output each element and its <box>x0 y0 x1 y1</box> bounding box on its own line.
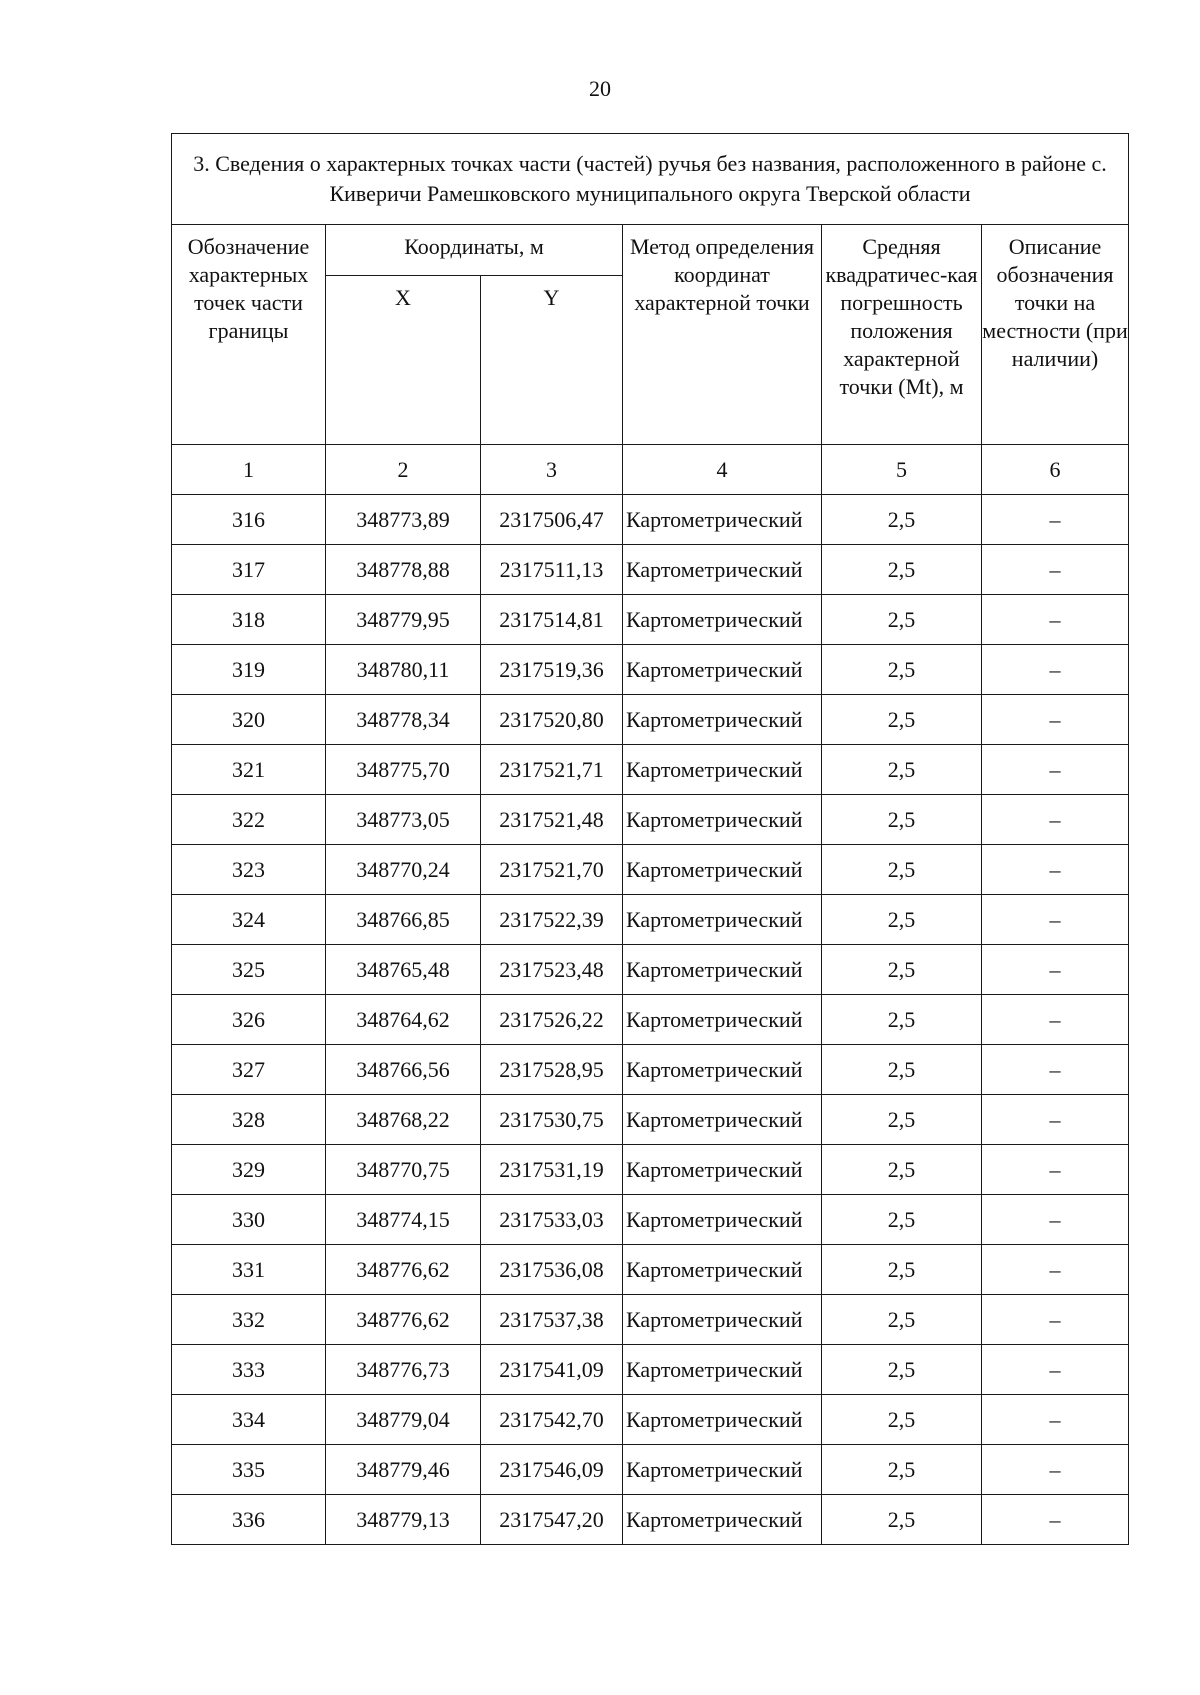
cell-point: 330 <box>172 1195 326 1245</box>
column-number: 4 <box>623 445 822 495</box>
cell-x: 348768,22 <box>326 1095 481 1145</box>
cell-error: 2,5 <box>822 1395 982 1445</box>
cell-y: 2317506,47 <box>481 495 623 545</box>
cell-x: 348779,13 <box>326 1495 481 1545</box>
cell-y: 2317520,80 <box>481 695 623 745</box>
header-method: Метод определения координат характерной точки <box>623 225 822 445</box>
header-description: Описание обозначения точки на местности (при наличии) <box>982 225 1129 445</box>
table-caption-row <box>172 134 1129 225</box>
cell-point: 328 <box>172 1095 326 1145</box>
characteristic-points-table <box>171 133 1129 1545</box>
cell-description: – <box>982 595 1129 645</box>
cell-point: 325 <box>172 945 326 995</box>
cell-description: – <box>982 1295 1129 1345</box>
cell-method: Картометрический <box>623 1345 822 1395</box>
table-row <box>172 895 1129 945</box>
cell-x: 348766,85 <box>326 895 481 945</box>
cell-x: 348764,62 <box>326 995 481 1045</box>
cell-error: 2,5 <box>822 695 982 745</box>
cell-point: 321 <box>172 745 326 795</box>
cell-point: 331 <box>172 1245 326 1295</box>
cell-point: 327 <box>172 1045 326 1095</box>
cell-point: 335 <box>172 1445 326 1495</box>
cell-description: – <box>982 1195 1129 1245</box>
table-row <box>172 945 1129 995</box>
cell-point: 319 <box>172 645 326 695</box>
cell-point: 333 <box>172 1345 326 1395</box>
cell-error: 2,5 <box>822 495 982 545</box>
cell-y: 2317547,20 <box>481 1495 623 1545</box>
header-x: X <box>326 276 481 445</box>
cell-method: Картометрический <box>623 1495 822 1545</box>
cell-method: Картометрический <box>623 1045 822 1095</box>
cell-method: Картометрический <box>623 745 822 795</box>
column-number: 6 <box>982 445 1129 495</box>
table-row <box>172 995 1129 1045</box>
table-row <box>172 1345 1129 1395</box>
cell-method: Картометрический <box>623 1145 822 1195</box>
cell-y: 2317531,19 <box>481 1145 623 1195</box>
cell-y: 2317528,95 <box>481 1045 623 1095</box>
cell-point: 336 <box>172 1495 326 1545</box>
cell-method: Картометрический <box>623 695 822 745</box>
cell-point: 323 <box>172 845 326 895</box>
cell-y: 2317521,71 <box>481 745 623 795</box>
table-row <box>172 1145 1129 1195</box>
cell-error: 2,5 <box>822 595 982 645</box>
cell-error: 2,5 <box>822 645 982 695</box>
cell-method: Картометрический <box>623 595 822 645</box>
cell-y: 2317521,48 <box>481 795 623 845</box>
header-error: Средняя квадратичес-кая погрешность положения характерной точки (Mt), м <box>822 225 982 445</box>
header-y: Y <box>481 276 623 445</box>
cell-y: 2317511,13 <box>481 545 623 595</box>
cell-method: Картометрический <box>623 1395 822 1445</box>
cell-description: – <box>982 1245 1129 1295</box>
cell-error: 2,5 <box>822 945 982 995</box>
cell-description: – <box>982 545 1129 595</box>
cell-error: 2,5 <box>822 1345 982 1395</box>
cell-method: Картометрический <box>623 545 822 595</box>
cell-point: 329 <box>172 1145 326 1195</box>
cell-point: 320 <box>172 695 326 745</box>
table-row <box>172 645 1129 695</box>
column-number-row <box>172 445 1129 495</box>
cell-error: 2,5 <box>822 995 982 1045</box>
cell-description: – <box>982 795 1129 845</box>
cell-error: 2,5 <box>822 1495 982 1545</box>
column-number: 2 <box>326 445 481 495</box>
table-row <box>172 545 1129 595</box>
cell-y: 2317514,81 <box>481 595 623 645</box>
cell-x: 348765,48 <box>326 945 481 995</box>
table-row <box>172 495 1129 545</box>
cell-method: Картометрический <box>623 1195 822 1245</box>
cell-method: Картометрический <box>623 1095 822 1145</box>
table-caption: 3. Сведения о характерных точках части (частей) ручья без названия, расположенного в районе с. Киверичи Рамешковского муниципального округа Тверской области <box>172 134 1129 225</box>
cell-description: – <box>982 1095 1129 1145</box>
cell-x: 348779,46 <box>326 1445 481 1495</box>
cell-method: Картометрический <box>623 845 822 895</box>
cell-x: 348776,62 <box>326 1295 481 1345</box>
cell-point: 316 <box>172 495 326 545</box>
header-coordinates: Координаты, м <box>326 225 623 276</box>
table-row <box>172 745 1129 795</box>
cell-x: 348770,75 <box>326 1145 481 1195</box>
column-number: 1 <box>172 445 326 495</box>
cell-y: 2317522,39 <box>481 895 623 945</box>
cell-y: 2317546,09 <box>481 1445 623 1495</box>
cell-point: 332 <box>172 1295 326 1345</box>
table-body <box>172 495 1129 1545</box>
cell-error: 2,5 <box>822 545 982 595</box>
cell-error: 2,5 <box>822 745 982 795</box>
cell-x: 348780,11 <box>326 645 481 695</box>
table-row <box>172 1195 1129 1245</box>
table-row <box>172 795 1129 845</box>
cell-y: 2317521,70 <box>481 845 623 895</box>
cell-error: 2,5 <box>822 795 982 845</box>
cell-description: – <box>982 645 1129 695</box>
cell-point: 317 <box>172 545 326 595</box>
cell-x: 348775,70 <box>326 745 481 795</box>
cell-error: 2,5 <box>822 1145 982 1195</box>
cell-description: – <box>982 1345 1129 1395</box>
cell-error: 2,5 <box>822 895 982 945</box>
cell-x: 348773,05 <box>326 795 481 845</box>
cell-description: – <box>982 895 1129 945</box>
cell-point: 322 <box>172 795 326 845</box>
cell-method: Картометрический <box>623 995 822 1045</box>
column-number: 3 <box>481 445 623 495</box>
page-number: 20 <box>589 76 611 101</box>
cell-error: 2,5 <box>822 1045 982 1095</box>
cell-y: 2317537,38 <box>481 1295 623 1345</box>
cell-error: 2,5 <box>822 1095 982 1145</box>
cell-y: 2317519,36 <box>481 645 623 695</box>
cell-y: 2317530,75 <box>481 1095 623 1145</box>
header-row-top <box>172 225 1129 276</box>
table-row <box>172 1445 1129 1495</box>
cell-point: 334 <box>172 1395 326 1445</box>
cell-point: 318 <box>172 595 326 645</box>
cell-x: 348778,34 <box>326 695 481 745</box>
cell-error: 2,5 <box>822 845 982 895</box>
cell-description: – <box>982 495 1129 545</box>
table-row <box>172 1295 1129 1345</box>
cell-description: – <box>982 1145 1129 1195</box>
cell-description: – <box>982 1395 1129 1445</box>
cell-description: – <box>982 1445 1129 1495</box>
cell-x: 348776,73 <box>326 1345 481 1395</box>
cell-description: – <box>982 1045 1129 1095</box>
table-row <box>172 1245 1129 1295</box>
cell-description: – <box>982 995 1129 1045</box>
cell-description: – <box>982 695 1129 745</box>
cell-error: 2,5 <box>822 1245 982 1295</box>
table-row <box>172 595 1129 645</box>
table-row <box>172 1045 1129 1095</box>
cell-x: 348779,04 <box>326 1395 481 1445</box>
cell-point: 326 <box>172 995 326 1045</box>
table-row <box>172 1495 1129 1545</box>
cell-x: 348776,62 <box>326 1245 481 1295</box>
cell-error: 2,5 <box>822 1195 982 1245</box>
table-row <box>172 1395 1129 1445</box>
cell-error: 2,5 <box>822 1445 982 1495</box>
cell-y: 2317533,03 <box>481 1195 623 1245</box>
cell-y: 2317536,08 <box>481 1245 623 1295</box>
cell-x: 348773,89 <box>326 495 481 545</box>
table-row <box>172 695 1129 745</box>
table-row <box>172 845 1129 895</box>
cell-description: – <box>982 945 1129 995</box>
cell-x: 348766,56 <box>326 1045 481 1095</box>
cell-method: Картометрический <box>623 895 822 945</box>
cell-error: 2,5 <box>822 1295 982 1345</box>
cell-y: 2317523,48 <box>481 945 623 995</box>
cell-x: 348770,24 <box>326 845 481 895</box>
header-point: Обозначение характерных точек части границы <box>172 225 326 445</box>
cell-method: Картометрический <box>623 1245 822 1295</box>
cell-x: 348779,95 <box>326 595 481 645</box>
cell-method: Картометрический <box>623 1445 822 1495</box>
cell-method: Картометрический <box>623 495 822 545</box>
cell-description: – <box>982 845 1129 895</box>
cell-method: Картометрический <box>623 645 822 695</box>
cell-method: Картометрический <box>623 1295 822 1345</box>
cell-description: – <box>982 745 1129 795</box>
cell-x: 348774,15 <box>326 1195 481 1245</box>
cell-y: 2317526,22 <box>481 995 623 1045</box>
cell-method: Картометрический <box>623 795 822 845</box>
cell-method: Картометрический <box>623 945 822 995</box>
cell-x: 348778,88 <box>326 545 481 595</box>
cell-description: – <box>982 1495 1129 1545</box>
table-row <box>172 1095 1129 1145</box>
cell-y: 2317541,09 <box>481 1345 623 1395</box>
cell-y: 2317542,70 <box>481 1395 623 1445</box>
cell-point: 324 <box>172 895 326 945</box>
column-number: 5 <box>822 445 982 495</box>
